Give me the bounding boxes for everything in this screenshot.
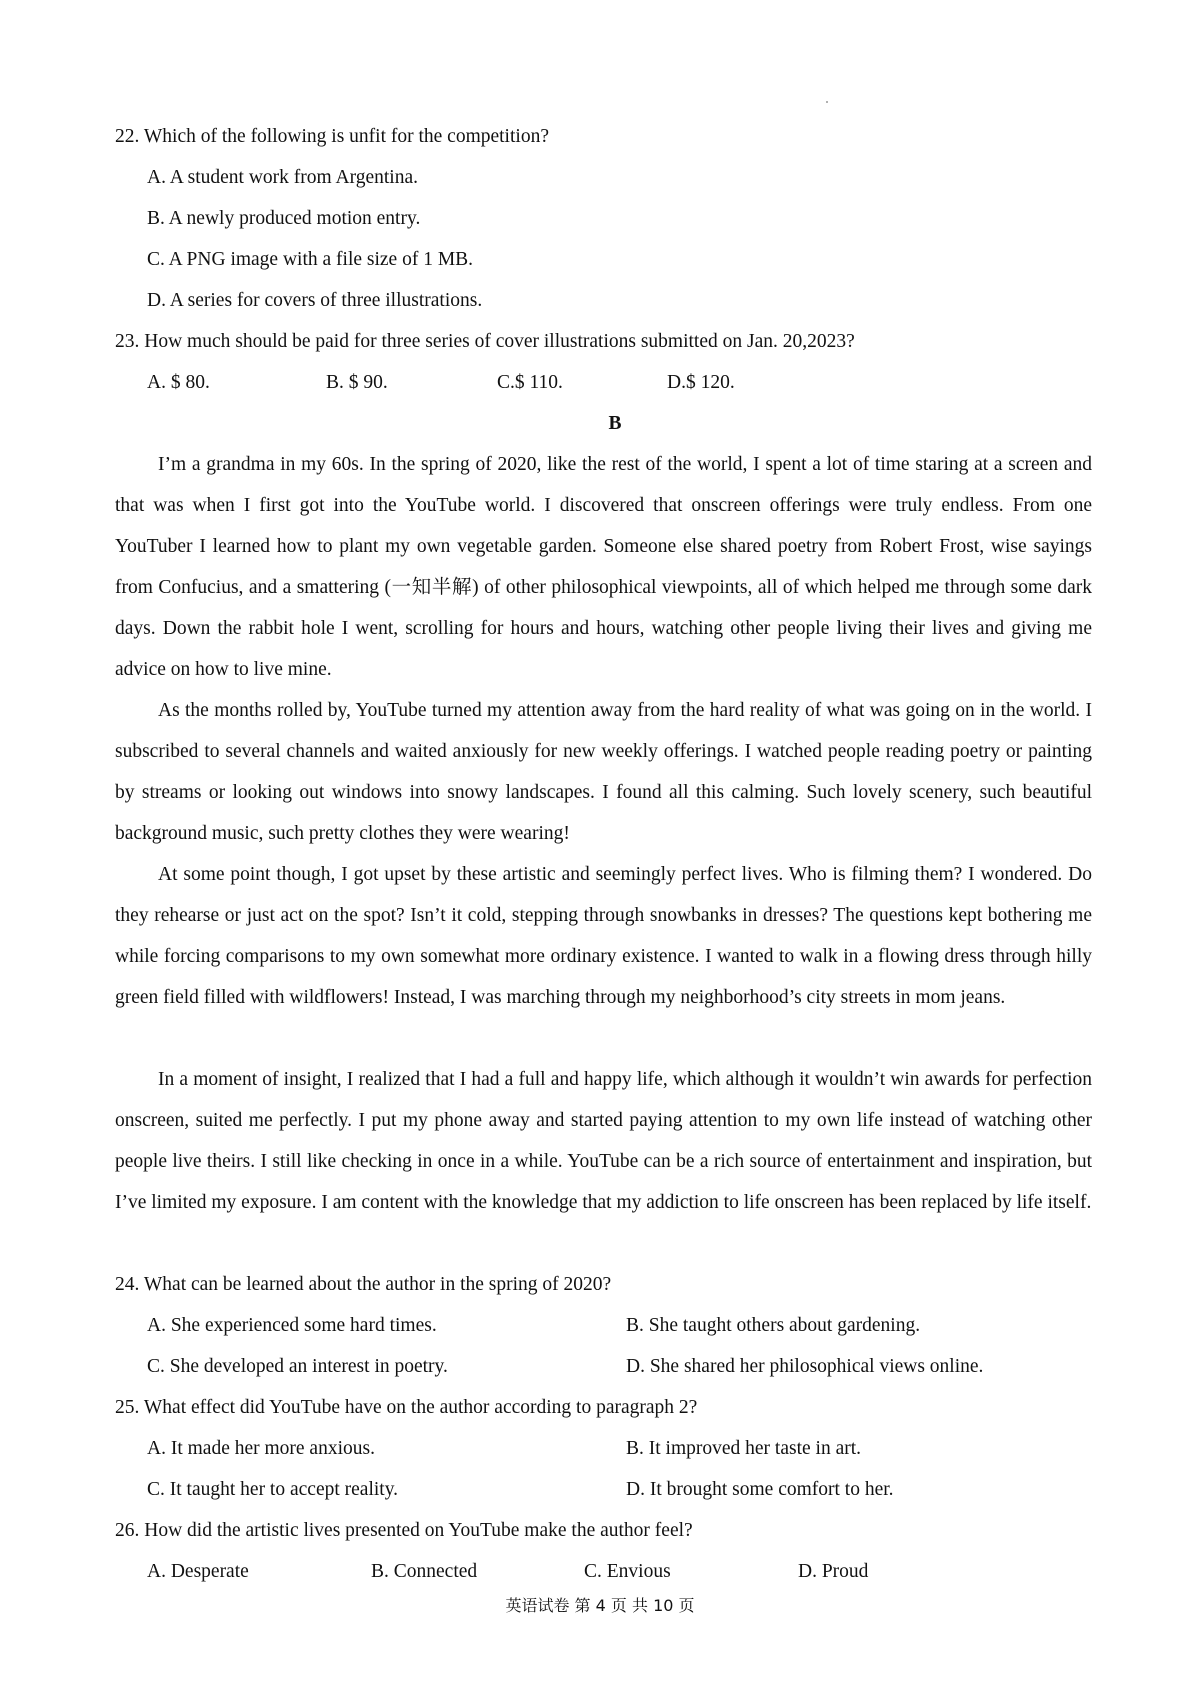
speck-mark <box>826 101 828 103</box>
question-23-option-b: B. $ 90. <box>326 372 388 393</box>
question-25-option-c: C. It taught her to accept reality. <box>147 1479 399 1500</box>
question-26-option-c: C. Envious <box>584 1561 671 1582</box>
question-24-option-b: B. She taught others about gardening. <box>626 1315 921 1336</box>
page-footer: 英语试卷 第 4 页 共 10 页 <box>505 1596 695 1615</box>
question-26-option-b: B. Connected <box>371 1561 478 1582</box>
section-title: B <box>608 413 622 434</box>
question-25-option-a: A. It made her more anxious. <box>147 1438 375 1459</box>
question-22-option-b: B. A newly produced motion entry. <box>147 208 421 229</box>
question-22-stem: 22. Which of the following is unfit for the competition? <box>115 126 549 147</box>
question-26-option-a: A. Desperate <box>147 1561 249 1582</box>
question-22-option-a: A. A student work from Argentina. <box>147 167 418 188</box>
question-23-option-a: A. $ 80. <box>147 372 210 393</box>
question-23-option-d: D.$ 120. <box>667 372 735 393</box>
passage-paragraph-4: In a moment of insight, I realized that I had a full and happy life, which although it wouldn’t win awards for perfection onscreen, suited me perfectly. I put my phone away and started paying attention to my own life instead of watching other people live theirs. I still like checking in once in a while. YouTube can be a rich source of entertainment and inspiration, but I’ve limited my exposure. I am content with the knowledge that my addiction to life onscreen has been replaced by life itself. <box>115 1069 1092 1213</box>
passage-paragraph-3: At some point though, I got upset by these artistic and seemingly perfect lives. Who is filming them? I wondered. Do they rehearse or just act on the spot? Isn’t it cold, stepping through snowbanks in dresses? The questions kept bothering me while forcing comparisons to my own somewhat more ordinary existence. I wanted to walk in a flowing dress through hilly green field filled with wildflowers! Instead, I was marching through my neighborhood’s city streets in mom jeans. <box>115 864 1092 1008</box>
question-22-option-c: C. A PNG image with a file size of 1 MB. <box>147 249 474 270</box>
question-24-option-a: A. She experienced some hard times. <box>147 1315 437 1336</box>
question-26-stem: 26. How did the artistic lives presented on YouTube make the author feel? <box>115 1520 693 1541</box>
question-24-option-c: C. She developed an interest in poetry. <box>147 1356 448 1377</box>
question-26-option-d: D. Proud <box>798 1561 869 1582</box>
question-25-option-b: B. It improved her taste in art. <box>626 1438 862 1459</box>
question-23-option-c: C.$ 110. <box>497 372 563 393</box>
passage-paragraph-1: I’m a grandma in my 60s. In the spring of 2020, like the rest of the world, I spent a lot of time staring at a screen and that was when I first got into the YouTube world. I discovered that onscreen offerings were truly endless. From one YouTuber I learned how to plant my own vegetable garden. Someone else shared poetry from Robert Frost, wise sayings from Confucius, and a smattering (一知半解) of other philosophical viewpoints, all of which helped me through some dark days. Down the rabbit hole I went, scrolling for hours and hours, watching other people living their lives and giving me advice on how to live mine. <box>115 454 1092 680</box>
question-23-stem: 23. How much should be paid for three series of cover illustrations submitted on Jan. 20,2023? <box>115 331 855 352</box>
passage-paragraph-2: As the months rolled by, YouTube turned my attention away from the hard reality of what was going on in the world. I subscribed to several channels and waited anxiously for new weekly offerings. I watched people reading poetry or painting by streams or looking out windows into snowy landscapes. I found all this calming. Such lovely scenery, such beautiful background music, such pretty clothes they were wearing! <box>115 700 1092 844</box>
question-22-option-d: D. A series for covers of three illustrations. <box>147 290 483 311</box>
question-25-stem: 25. What effect did YouTube have on the author according to paragraph 2? <box>115 1397 698 1418</box>
question-24-option-d: D. She shared her philosophical views online. <box>626 1356 984 1377</box>
question-24-stem: 24. What can be learned about the author in the spring of 2020? <box>115 1274 612 1295</box>
question-25-option-d: D. It brought some comfort to her. <box>626 1479 894 1500</box>
